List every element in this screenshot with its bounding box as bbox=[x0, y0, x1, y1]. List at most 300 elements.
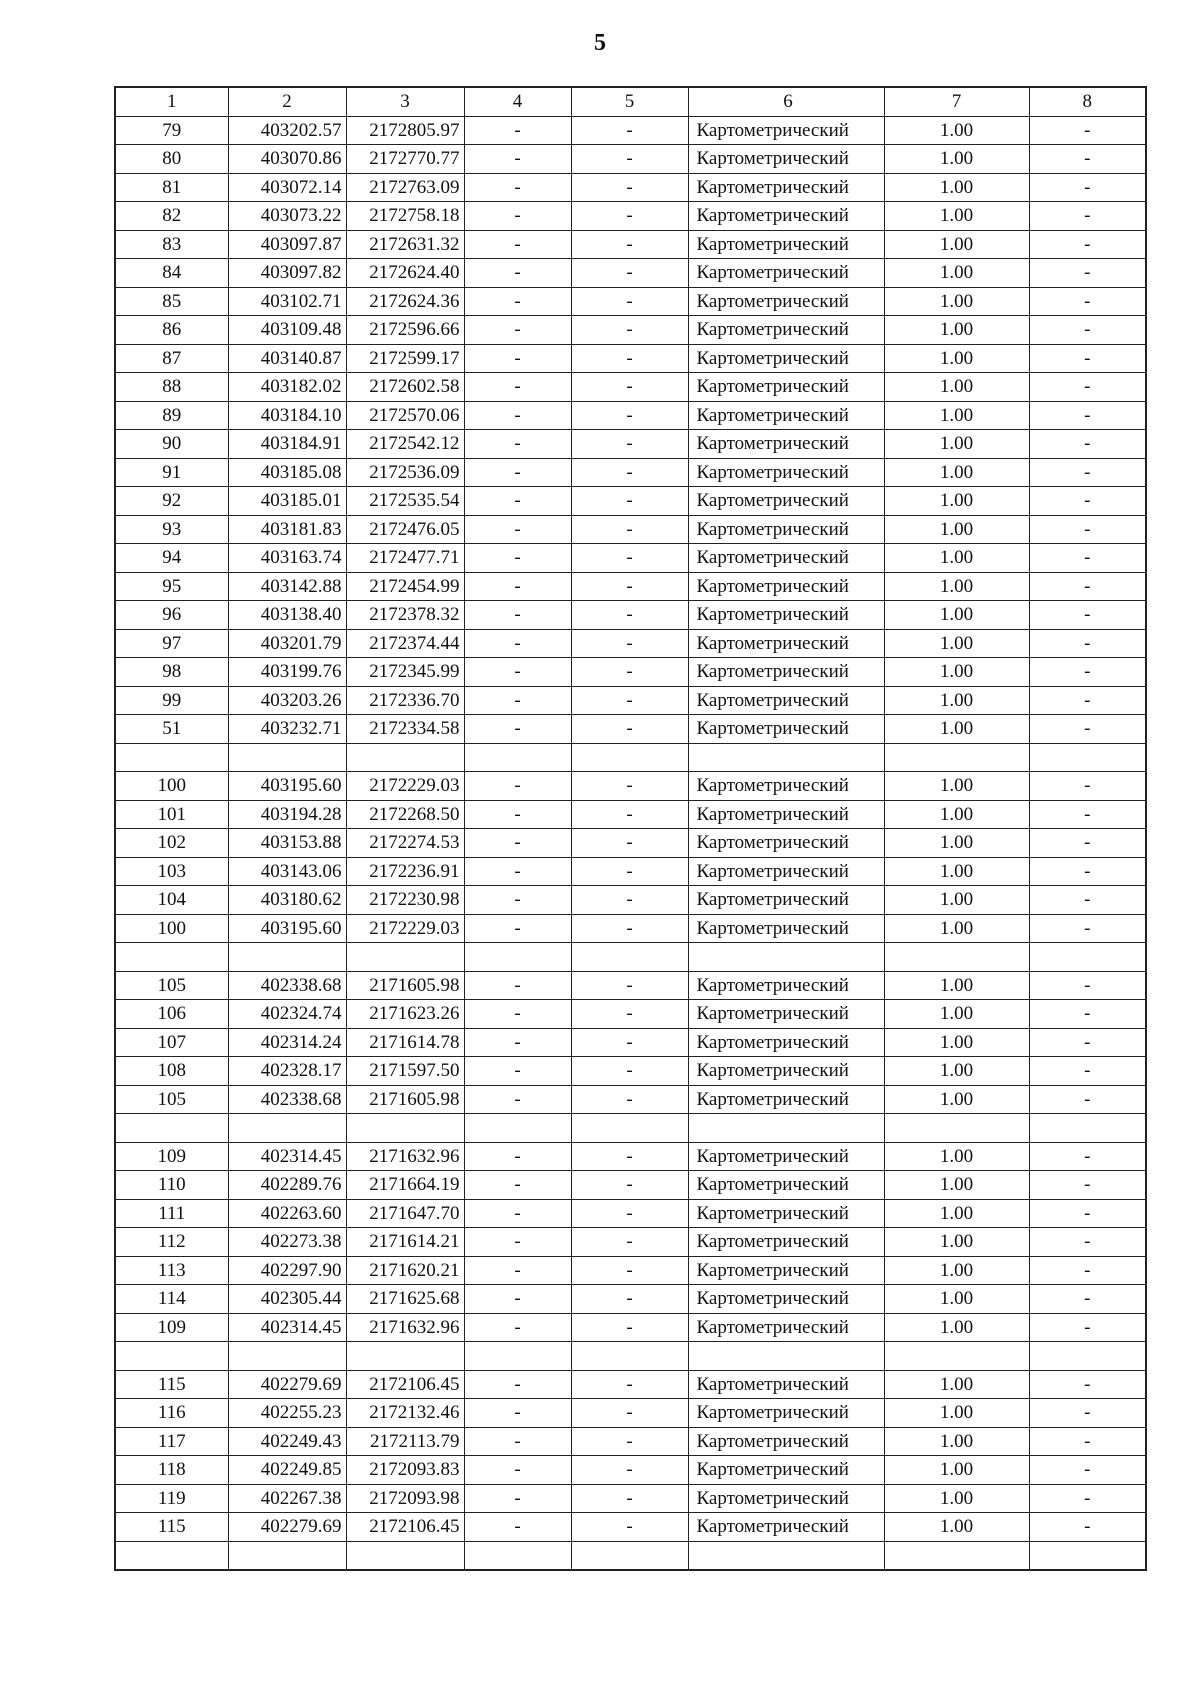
table-cell-col-2: 403181.83 bbox=[228, 515, 346, 544]
table-cell-col-8: - bbox=[1029, 886, 1146, 915]
table-cell-col-8: - bbox=[1029, 914, 1146, 943]
table-cell-col-1: 107 bbox=[115, 1028, 228, 1057]
header-row bbox=[115, 87, 1146, 116]
table-cell-col-8: - bbox=[1029, 316, 1146, 345]
table-row bbox=[115, 1513, 1146, 1542]
table-cell-col-4: - bbox=[464, 1370, 571, 1399]
coordinates-table bbox=[114, 86, 1147, 1571]
table-cell-col-3: 2172596.66 bbox=[346, 316, 464, 345]
table-cell-col-8: - bbox=[1029, 344, 1146, 373]
table-cell-col-4: - bbox=[464, 1000, 571, 1029]
table-row bbox=[115, 1427, 1146, 1456]
table-cell-col-3: 2172542.12 bbox=[346, 430, 464, 459]
table-cell-col-2: 403185.01 bbox=[228, 487, 346, 516]
table-cell-col-7 bbox=[884, 1342, 1029, 1371]
table-cell-col-1 bbox=[115, 1114, 228, 1143]
table-cell-col-1: 79 bbox=[115, 116, 228, 145]
table-row bbox=[115, 515, 1146, 544]
table-row bbox=[115, 686, 1146, 715]
table-row bbox=[115, 116, 1146, 145]
table-cell-col-2: 403232.71 bbox=[228, 715, 346, 744]
column-header-5: 5 bbox=[571, 87, 688, 116]
table-cell-col-6: Картометрический bbox=[688, 857, 884, 886]
table-cell-col-7: 1.00 bbox=[884, 857, 1029, 886]
table-cell-col-1: 115 bbox=[115, 1513, 228, 1542]
table-cell-col-8: - bbox=[1029, 1028, 1146, 1057]
table-cell-col-6: Картометрический bbox=[688, 259, 884, 288]
table-cell-col-3 bbox=[346, 1114, 464, 1143]
table-cell-col-7: 1.00 bbox=[884, 658, 1029, 687]
table-cell-col-7: 1.00 bbox=[884, 686, 1029, 715]
table-cell-col-1: 114 bbox=[115, 1285, 228, 1314]
table-cell-col-8: - bbox=[1029, 1513, 1146, 1542]
table-cell-col-8: - bbox=[1029, 1285, 1146, 1314]
table-cell-col-5: - bbox=[571, 1427, 688, 1456]
table-cell-col-5: - bbox=[571, 1085, 688, 1114]
table-cell-col-1: 94 bbox=[115, 544, 228, 573]
table-cell-col-3: 2171620.21 bbox=[346, 1256, 464, 1285]
table-cell-col-6: Картометрический bbox=[688, 202, 884, 231]
table-row bbox=[115, 1142, 1146, 1171]
table-cell-col-2: 403070.86 bbox=[228, 145, 346, 174]
table-cell-col-5 bbox=[571, 1114, 688, 1143]
table-cell-col-1: 119 bbox=[115, 1484, 228, 1513]
table-cell-col-2: 402273.38 bbox=[228, 1228, 346, 1257]
table-cell-col-4: - bbox=[464, 515, 571, 544]
table-cell-col-1: 104 bbox=[115, 886, 228, 915]
table-cell-col-7: 1.00 bbox=[884, 914, 1029, 943]
table-cell-col-5: - bbox=[571, 572, 688, 601]
table-row bbox=[115, 1000, 1146, 1029]
table-cell-col-3: 2172113.79 bbox=[346, 1427, 464, 1456]
table-cell-col-2: 402279.69 bbox=[228, 1513, 346, 1542]
table-cell-col-2 bbox=[228, 1342, 346, 1371]
table-cell-col-4: - bbox=[464, 829, 571, 858]
table-cell-col-4: - bbox=[464, 914, 571, 943]
table-cell-col-8: - bbox=[1029, 800, 1146, 829]
table-cell-col-5: - bbox=[571, 686, 688, 715]
table-cell-col-4: - bbox=[464, 1285, 571, 1314]
table-cell-col-6: Картометрический bbox=[688, 373, 884, 402]
table-header bbox=[115, 87, 1146, 116]
table-cell-col-1 bbox=[115, 943, 228, 972]
table-cell-col-7 bbox=[884, 1541, 1029, 1570]
table-row bbox=[115, 458, 1146, 487]
table-cell-col-6: Картометрический bbox=[688, 1028, 884, 1057]
table-cell-col-3: 2172535.54 bbox=[346, 487, 464, 516]
table-cell-col-8: - bbox=[1029, 458, 1146, 487]
table-row bbox=[115, 430, 1146, 459]
table-cell-col-6: Картометрический bbox=[688, 1000, 884, 1029]
table-cell-col-3: 2171632.96 bbox=[346, 1313, 464, 1342]
table-cell-col-6 bbox=[688, 1541, 884, 1570]
table-cell-col-5: - bbox=[571, 1028, 688, 1057]
table-cell-col-2: 402338.68 bbox=[228, 1085, 346, 1114]
table-cell-col-3: 2172536.09 bbox=[346, 458, 464, 487]
table-cell-col-5: - bbox=[571, 715, 688, 744]
table-cell-col-5: - bbox=[571, 1171, 688, 1200]
table-cell-col-8: - bbox=[1029, 1085, 1146, 1114]
table-cell-col-3: 2172345.99 bbox=[346, 658, 464, 687]
table-row bbox=[115, 145, 1146, 174]
table-cell-col-5: - bbox=[571, 772, 688, 801]
table-cell-col-1: 96 bbox=[115, 601, 228, 630]
table-cell-col-3: 2172229.03 bbox=[346, 914, 464, 943]
table-row bbox=[115, 914, 1146, 943]
table-cell-col-2: 402324.74 bbox=[228, 1000, 346, 1029]
table-cell-col-3: 2172763.09 bbox=[346, 173, 464, 202]
table-cell-col-5: - bbox=[571, 1370, 688, 1399]
table-cell-col-8: - bbox=[1029, 544, 1146, 573]
table-row bbox=[115, 743, 1146, 772]
table-cell-col-2: 403072.14 bbox=[228, 173, 346, 202]
table-cell-col-3: 2172770.77 bbox=[346, 145, 464, 174]
table-cell-col-3: 2172106.45 bbox=[346, 1370, 464, 1399]
table-row bbox=[115, 857, 1146, 886]
table-cell-col-1: 83 bbox=[115, 230, 228, 259]
table-cell-col-1: 110 bbox=[115, 1171, 228, 1200]
table-cell-col-1: 82 bbox=[115, 202, 228, 231]
table-cell-col-4: - bbox=[464, 344, 571, 373]
table-cell-col-3: 2172454.99 bbox=[346, 572, 464, 601]
table-row bbox=[115, 287, 1146, 316]
table-row bbox=[115, 1199, 1146, 1228]
table-cell-col-6: Картометрический bbox=[688, 1370, 884, 1399]
table-cell-col-1: 108 bbox=[115, 1057, 228, 1086]
table-cell-col-1: 51 bbox=[115, 715, 228, 744]
table-cell-col-1: 95 bbox=[115, 572, 228, 601]
table-cell-col-4: - bbox=[464, 1199, 571, 1228]
table-cell-col-4 bbox=[464, 1541, 571, 1570]
table-cell-col-1: 113 bbox=[115, 1256, 228, 1285]
table-cell-col-6: Картометрический bbox=[688, 800, 884, 829]
table-row bbox=[115, 259, 1146, 288]
table-cell-col-8: - bbox=[1029, 686, 1146, 715]
table-cell-col-3: 2172477.71 bbox=[346, 544, 464, 573]
table-cell-col-1: 86 bbox=[115, 316, 228, 345]
table-cell-col-7: 1.00 bbox=[884, 1199, 1029, 1228]
table-cell-col-2: 403202.57 bbox=[228, 116, 346, 145]
table-cell-col-2: 402297.90 bbox=[228, 1256, 346, 1285]
table-cell-col-1 bbox=[115, 743, 228, 772]
table-cell-col-5: - bbox=[571, 544, 688, 573]
table-cell-col-3: 2172334.58 bbox=[346, 715, 464, 744]
table-cell-col-5 bbox=[571, 1541, 688, 1570]
table-cell-col-2: 403182.02 bbox=[228, 373, 346, 402]
table-cell-col-3: 2172132.46 bbox=[346, 1399, 464, 1428]
table-cell-col-6: Картометрический bbox=[688, 914, 884, 943]
table-cell-col-3: 2172631.32 bbox=[346, 230, 464, 259]
table-cell-col-8: - bbox=[1029, 430, 1146, 459]
table-cell-col-5: - bbox=[571, 886, 688, 915]
table-cell-col-2: 403203.26 bbox=[228, 686, 346, 715]
table-cell-col-1: 117 bbox=[115, 1427, 228, 1456]
table-cell-col-7: 1.00 bbox=[884, 458, 1029, 487]
table-cell-col-8: - bbox=[1029, 1142, 1146, 1171]
table-cell-col-2: 403201.79 bbox=[228, 629, 346, 658]
table-cell-col-2: 403142.88 bbox=[228, 572, 346, 601]
table-cell-col-7: 1.00 bbox=[884, 629, 1029, 658]
table-cell-col-5: - bbox=[571, 1513, 688, 1542]
table-cell-col-3: 2171623.26 bbox=[346, 1000, 464, 1029]
table-cell-col-8 bbox=[1029, 1342, 1146, 1371]
table-cell-col-6: Картометрический bbox=[688, 572, 884, 601]
table-cell-col-5: - bbox=[571, 1285, 688, 1314]
table-cell-col-4: - bbox=[464, 1484, 571, 1513]
table-cell-col-5: - bbox=[571, 1256, 688, 1285]
table-cell-col-4: - bbox=[464, 1171, 571, 1200]
table-cell-col-7: 1.00 bbox=[884, 800, 1029, 829]
table-cell-col-2: 403102.71 bbox=[228, 287, 346, 316]
table-cell-col-3 bbox=[346, 1541, 464, 1570]
table-cell-col-6: Картометрический bbox=[688, 658, 884, 687]
table-cell-col-1: 106 bbox=[115, 1000, 228, 1029]
table-row bbox=[115, 1171, 1146, 1200]
table-cell-col-5: - bbox=[571, 487, 688, 516]
table-cell-col-5: - bbox=[571, 1142, 688, 1171]
table-cell-col-6: Картометрический bbox=[688, 230, 884, 259]
table-cell-col-6: Картометрический bbox=[688, 116, 884, 145]
table-cell-col-5 bbox=[571, 943, 688, 972]
table-cell-col-1: 109 bbox=[115, 1142, 228, 1171]
table-cell-col-3: 2172230.98 bbox=[346, 886, 464, 915]
table-cell-col-5: - bbox=[571, 1399, 688, 1428]
table-cell-col-5: - bbox=[571, 173, 688, 202]
table-cell-col-6: Картометрический bbox=[688, 971, 884, 1000]
table-cell-col-6: Картометрический bbox=[688, 1199, 884, 1228]
table-cell-col-4: - bbox=[464, 857, 571, 886]
table-cell-col-7: 1.00 bbox=[884, 1057, 1029, 1086]
table-cell-col-7: 1.00 bbox=[884, 1513, 1029, 1542]
table-cell-col-3: 2171614.21 bbox=[346, 1228, 464, 1257]
table-cell-col-5: - bbox=[571, 658, 688, 687]
table-cell-col-3: 2172378.32 bbox=[346, 601, 464, 630]
table-cell-col-6: Картометрический bbox=[688, 1085, 884, 1114]
table-cell-col-1: 115 bbox=[115, 1370, 228, 1399]
table-cell-col-2: 403199.76 bbox=[228, 658, 346, 687]
table-cell-col-1: 81 bbox=[115, 173, 228, 202]
table-row bbox=[115, 971, 1146, 1000]
table-cell-col-4: - bbox=[464, 487, 571, 516]
table-cell-col-7: 1.00 bbox=[884, 572, 1029, 601]
table-cell-col-5: - bbox=[571, 800, 688, 829]
table-cell-col-3: 2172268.50 bbox=[346, 800, 464, 829]
table-cell-col-4: - bbox=[464, 373, 571, 402]
table-cell-col-7: 1.00 bbox=[884, 971, 1029, 1000]
table-cell-col-4: - bbox=[464, 202, 571, 231]
table-cell-col-6: Картометрический bbox=[688, 686, 884, 715]
table-row bbox=[115, 1085, 1146, 1114]
column-header-1: 1 bbox=[115, 87, 228, 116]
table-cell-col-6: Картометрический bbox=[688, 401, 884, 430]
table-row bbox=[115, 173, 1146, 202]
table-cell-col-2: 402255.23 bbox=[228, 1399, 346, 1428]
table-cell-col-6: Картометрический bbox=[688, 715, 884, 744]
table-cell-col-2: 403097.82 bbox=[228, 259, 346, 288]
table-cell-col-2: 402338.68 bbox=[228, 971, 346, 1000]
table-cell-col-1: 98 bbox=[115, 658, 228, 687]
table-row bbox=[115, 800, 1146, 829]
table-row bbox=[115, 1228, 1146, 1257]
table-cell-col-5: - bbox=[571, 1313, 688, 1342]
table-cell-col-4: - bbox=[464, 401, 571, 430]
table-cell-col-6: Картометрический bbox=[688, 544, 884, 573]
table-cell-col-3: 2171605.98 bbox=[346, 1085, 464, 1114]
table-cell-col-2: 403143.06 bbox=[228, 857, 346, 886]
table-cell-col-5: - bbox=[571, 230, 688, 259]
table-cell-col-1 bbox=[115, 1342, 228, 1371]
table-cell-col-3: 2171597.50 bbox=[346, 1057, 464, 1086]
table-cell-col-6: Картометрический bbox=[688, 601, 884, 630]
table-cell-col-2: 402314.45 bbox=[228, 1313, 346, 1342]
table-cell-col-7: 1.00 bbox=[884, 430, 1029, 459]
table-cell-col-5: - bbox=[571, 1199, 688, 1228]
column-header-8: 8 bbox=[1029, 87, 1146, 116]
table-cell-col-8: - bbox=[1029, 1057, 1146, 1086]
table-cell-col-7: 1.00 bbox=[884, 202, 1029, 231]
table-cell-col-6: Картометрический bbox=[688, 1228, 884, 1257]
column-header-4: 4 bbox=[464, 87, 571, 116]
table-cell-col-5: - bbox=[571, 202, 688, 231]
table-cell-col-3 bbox=[346, 743, 464, 772]
table-cell-col-4: - bbox=[464, 259, 571, 288]
table-cell-col-2: 403153.88 bbox=[228, 829, 346, 858]
table-cell-col-7: 1.00 bbox=[884, 1171, 1029, 1200]
table-cell-col-6: Картометрический bbox=[688, 1427, 884, 1456]
table-cell-col-4: - bbox=[464, 1057, 571, 1086]
table-cell-col-3 bbox=[346, 943, 464, 972]
table-cell-col-6: Картометрический bbox=[688, 1171, 884, 1200]
table-cell-col-8: - bbox=[1029, 1199, 1146, 1228]
table-row bbox=[115, 572, 1146, 601]
table-cell-col-7: 1.00 bbox=[884, 1285, 1029, 1314]
table-cell-col-8: - bbox=[1029, 1171, 1146, 1200]
table-row bbox=[115, 629, 1146, 658]
table-cell-col-4: - bbox=[464, 173, 571, 202]
table-cell-col-3: 2172624.40 bbox=[346, 259, 464, 288]
table-cell-col-4: - bbox=[464, 629, 571, 658]
table-cell-col-1: 100 bbox=[115, 772, 228, 801]
table-cell-col-6: Картометрический bbox=[688, 173, 884, 202]
table-cell-col-3: 2171605.98 bbox=[346, 971, 464, 1000]
table-cell-col-8 bbox=[1029, 743, 1146, 772]
table-cell-col-6 bbox=[688, 943, 884, 972]
table-cell-col-3 bbox=[346, 1342, 464, 1371]
table-cell-col-7: 1.00 bbox=[884, 145, 1029, 174]
table-cell-col-2: 403073.22 bbox=[228, 202, 346, 231]
table-cell-col-7: 1.00 bbox=[884, 287, 1029, 316]
table-cell-col-1: 111 bbox=[115, 1199, 228, 1228]
table-cell-col-7: 1.00 bbox=[884, 544, 1029, 573]
table-cell-col-3: 2172274.53 bbox=[346, 829, 464, 858]
table-cell-col-4: - bbox=[464, 1313, 571, 1342]
table-cell-col-4: - bbox=[464, 572, 571, 601]
table-cell-col-1: 118 bbox=[115, 1456, 228, 1485]
table-cell-col-2: 402314.45 bbox=[228, 1142, 346, 1171]
table-cell-col-2: 403140.87 bbox=[228, 344, 346, 373]
table-cell-col-3: 2171664.19 bbox=[346, 1171, 464, 1200]
table-cell-col-2: 402314.24 bbox=[228, 1028, 346, 1057]
table-cell-col-7: 1.00 bbox=[884, 515, 1029, 544]
table-cell-col-6: Картометрический bbox=[688, 829, 884, 858]
table-cell-col-2: 403184.10 bbox=[228, 401, 346, 430]
table-cell-col-7: 1.00 bbox=[884, 1427, 1029, 1456]
table-cell-col-8 bbox=[1029, 1114, 1146, 1143]
table-cell-col-7: 1.00 bbox=[884, 316, 1029, 345]
table-cell-col-5: - bbox=[571, 145, 688, 174]
table-cell-col-7: 1.00 bbox=[884, 1256, 1029, 1285]
table-cell-col-7: 1.00 bbox=[884, 829, 1029, 858]
table-cell-col-6: Картометрический bbox=[688, 316, 884, 345]
table-cell-col-8: - bbox=[1029, 971, 1146, 1000]
table-cell-col-3: 2172624.36 bbox=[346, 287, 464, 316]
table-cell-col-2: 403163.74 bbox=[228, 544, 346, 573]
table-cell-col-2: 403195.60 bbox=[228, 772, 346, 801]
table-cell-col-2: 402249.85 bbox=[228, 1456, 346, 1485]
table-cell-col-8: - bbox=[1029, 572, 1146, 601]
table-cell-col-8: - bbox=[1029, 116, 1146, 145]
table-cell-col-8: - bbox=[1029, 829, 1146, 858]
table-row bbox=[115, 1285, 1146, 1314]
table-cell-col-5: - bbox=[571, 1456, 688, 1485]
table-cell-col-7: 1.00 bbox=[884, 1456, 1029, 1485]
column-header-6: 6 bbox=[688, 87, 884, 116]
table-cell-col-6: Картометрический bbox=[688, 145, 884, 174]
table-cell-col-3: 2172093.83 bbox=[346, 1456, 464, 1485]
table-cell-col-5: - bbox=[571, 914, 688, 943]
table-row bbox=[115, 658, 1146, 687]
table-cell-col-8: - bbox=[1029, 487, 1146, 516]
table-row bbox=[115, 1313, 1146, 1342]
table-cell-col-4: - bbox=[464, 287, 571, 316]
table-cell-col-4: - bbox=[464, 886, 571, 915]
table-row bbox=[115, 1456, 1146, 1485]
table-cell-col-7: 1.00 bbox=[884, 487, 1029, 516]
table-cell-col-7: 1.00 bbox=[884, 173, 1029, 202]
table-cell-col-8: - bbox=[1029, 259, 1146, 288]
table-cell-col-6: Картометрический bbox=[688, 287, 884, 316]
table-cell-col-6: Картометрический bbox=[688, 772, 884, 801]
table-cell-col-3: 2172476.05 bbox=[346, 515, 464, 544]
table-cell-col-3: 2171632.96 bbox=[346, 1142, 464, 1171]
table-cell-col-8: - bbox=[1029, 202, 1146, 231]
table-row bbox=[115, 401, 1146, 430]
table-cell-col-7: 1.00 bbox=[884, 715, 1029, 744]
table-cell-col-7: 1.00 bbox=[884, 1228, 1029, 1257]
table-cell-col-3: 2172602.58 bbox=[346, 373, 464, 402]
table-cell-col-7: 1.00 bbox=[884, 1399, 1029, 1428]
table-row bbox=[115, 202, 1146, 231]
table-cell-col-4: - bbox=[464, 971, 571, 1000]
table-cell-col-2 bbox=[228, 943, 346, 972]
table-cell-col-4: - bbox=[464, 1399, 571, 1428]
table-cell-col-2 bbox=[228, 1541, 346, 1570]
table-cell-col-7: 1.00 bbox=[884, 1142, 1029, 1171]
table-cell-col-3: 2171614.78 bbox=[346, 1028, 464, 1057]
table-cell-col-7: 1.00 bbox=[884, 373, 1029, 402]
table-cell-col-5: - bbox=[571, 430, 688, 459]
table-cell-col-1: 99 bbox=[115, 686, 228, 715]
table-cell-col-1: 109 bbox=[115, 1313, 228, 1342]
table-cell-col-2: 402279.69 bbox=[228, 1370, 346, 1399]
table-cell-col-3: 2172336.70 bbox=[346, 686, 464, 715]
table-cell-col-5: - bbox=[571, 259, 688, 288]
table-cell-col-4: - bbox=[464, 116, 571, 145]
table-cell-col-3: 2172599.17 bbox=[346, 344, 464, 373]
column-header-2: 2 bbox=[228, 87, 346, 116]
table-cell-col-6: Картометрический bbox=[688, 1142, 884, 1171]
table-cell-col-4 bbox=[464, 1114, 571, 1143]
